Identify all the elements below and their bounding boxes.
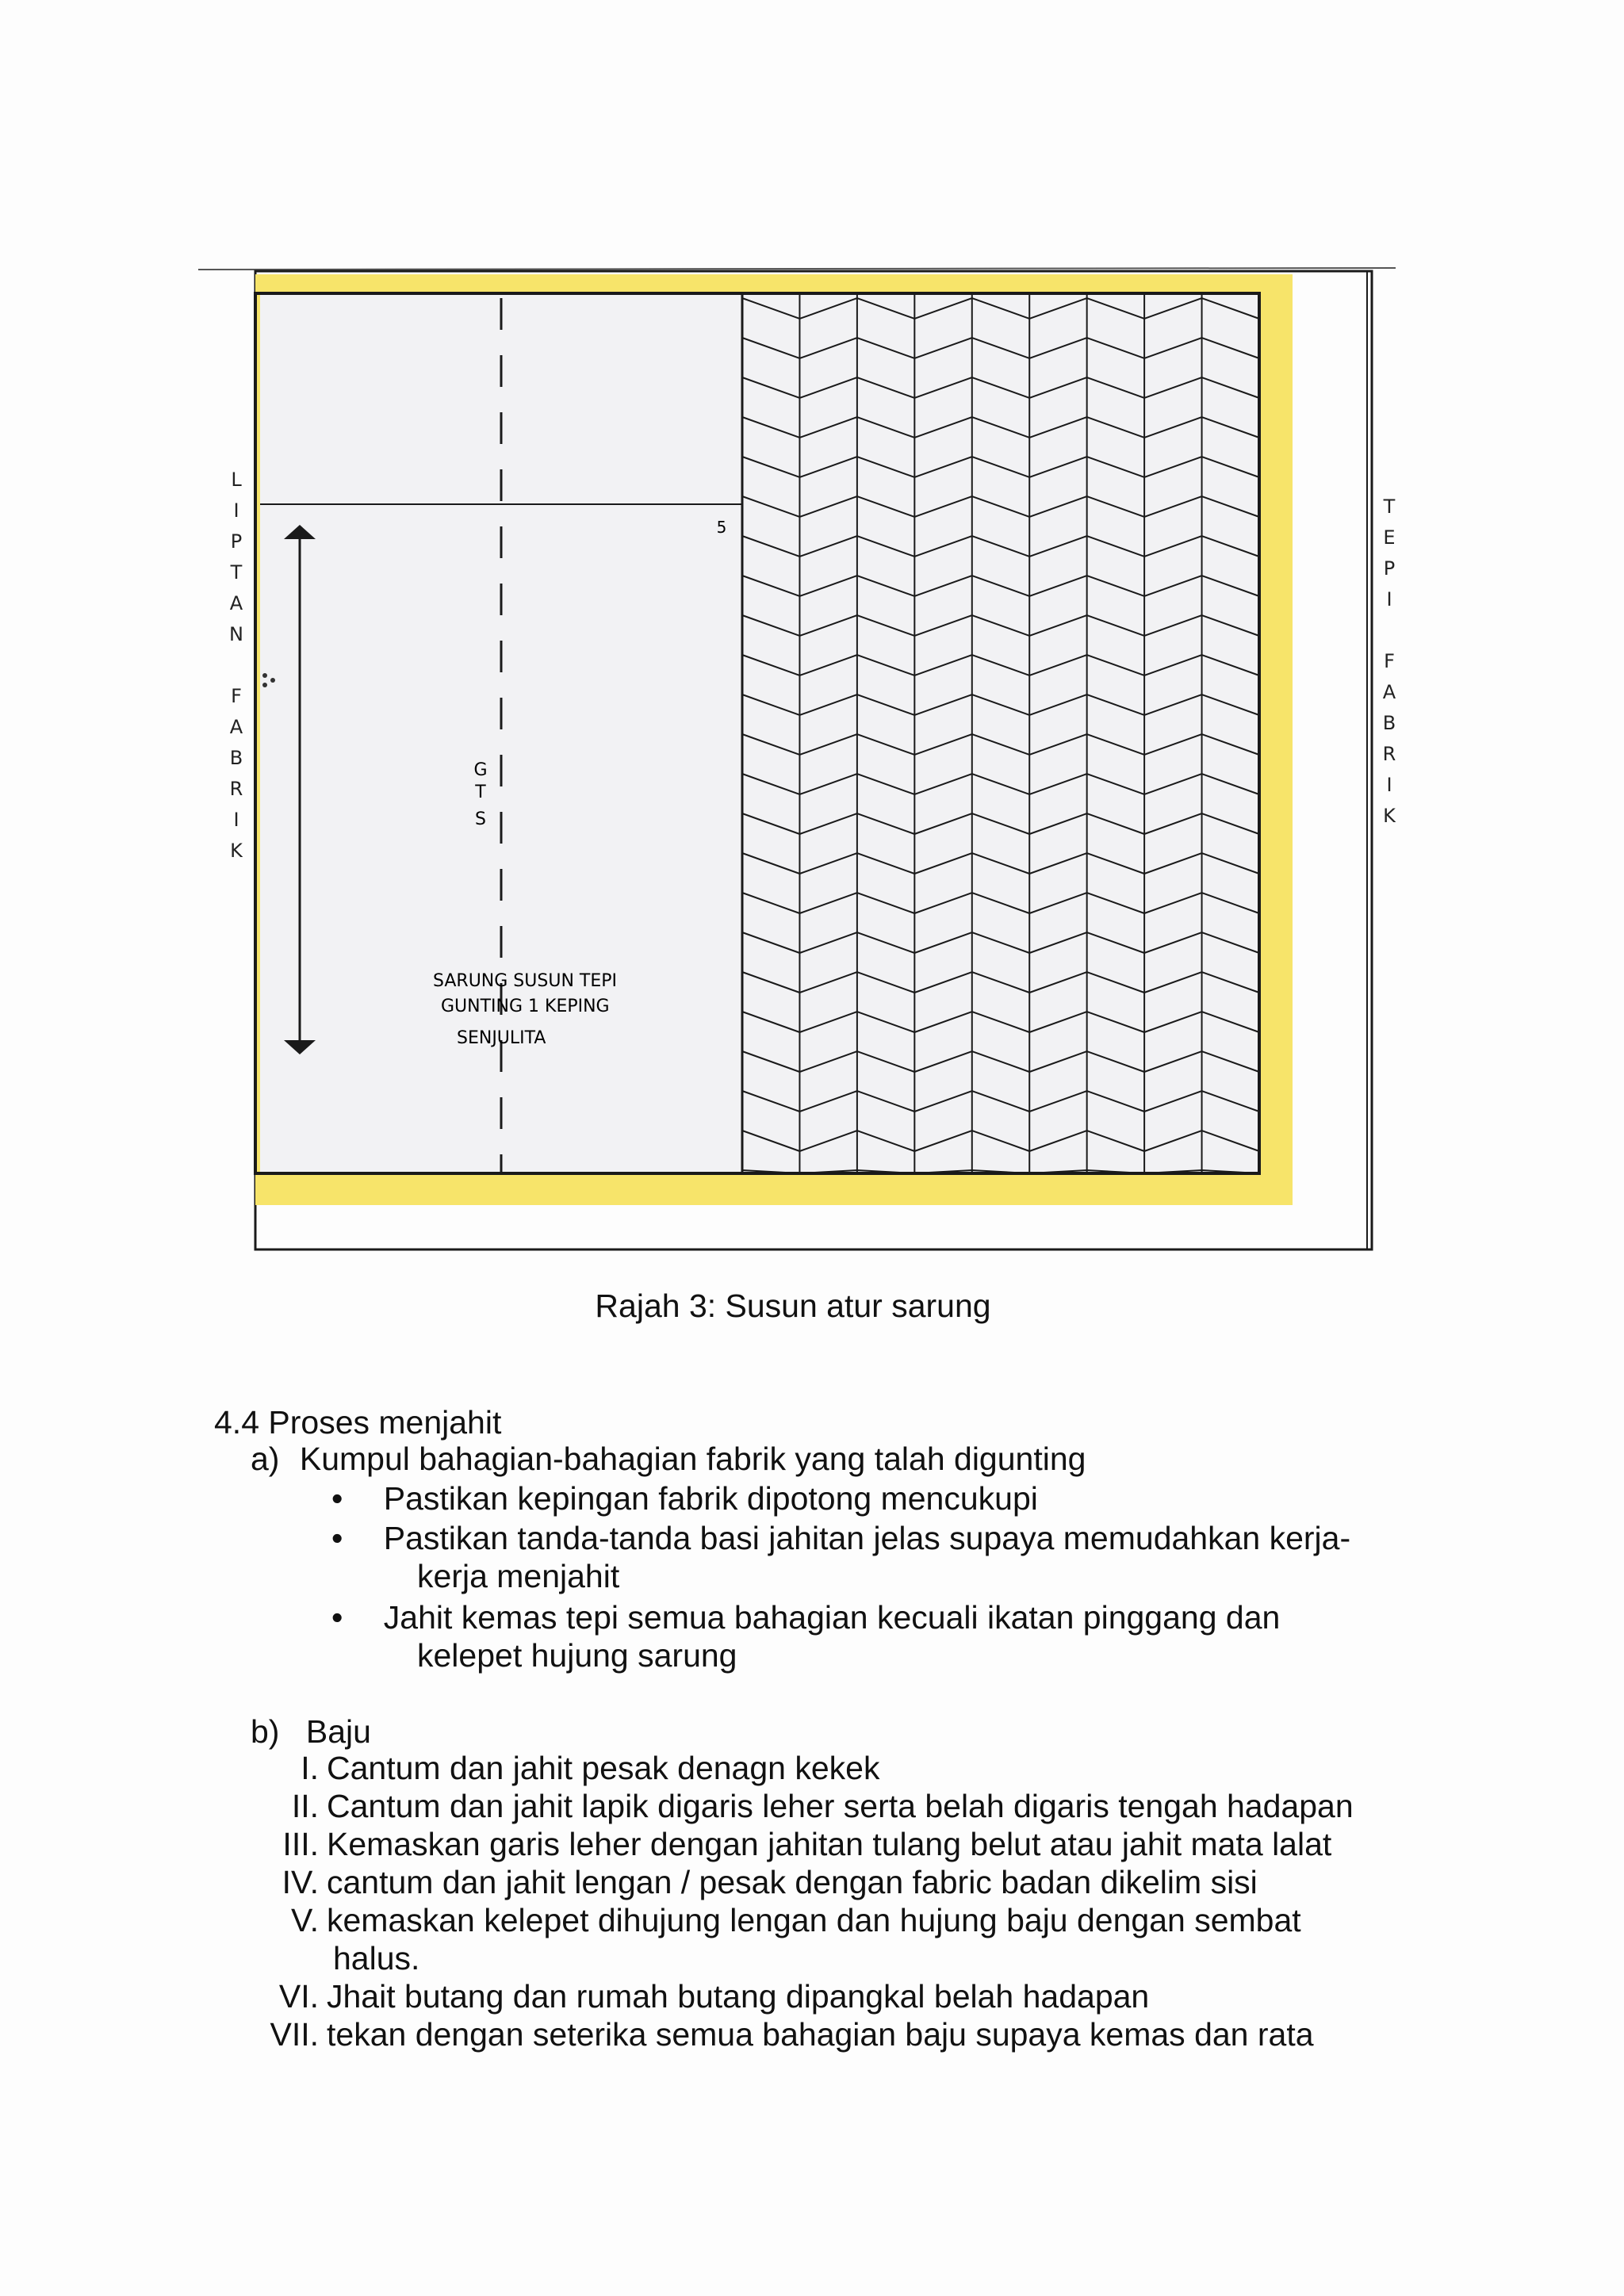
fold-letter: F bbox=[231, 685, 242, 707]
bullet-text: Pastikan tanda-tanda basi jahitan jelas supaya memudahkan kerja- bbox=[383, 1520, 1351, 1556]
selvage-letter: A bbox=[1382, 681, 1396, 703]
bullet-item bbox=[331, 1519, 1350, 1557]
step-b-text: Baju bbox=[305, 1713, 371, 1750]
selvage-letter bbox=[1373, 615, 1405, 646]
figure-caption: Rajah 3: Susun atur sarung bbox=[595, 1288, 991, 1324]
item-text: Cantum dan jahit lapik digaris leher serta belah digaris tengah hadapan bbox=[327, 1788, 1354, 1824]
fold-letter: K bbox=[230, 840, 243, 862]
step-a-text: Kumpul bahagian-bahagian fabrik yang talah digunting bbox=[299, 1441, 1086, 1477]
fold-letter: R bbox=[229, 778, 243, 800]
bullet-continuation: kelepet hujung sarung bbox=[417, 1637, 737, 1674]
selvage-letter: P bbox=[1383, 557, 1396, 580]
top-border-line bbox=[198, 268, 1396, 270]
list-item bbox=[255, 1863, 1258, 1901]
piece-owner-text: SENJULITA bbox=[457, 1028, 546, 1048]
piece-number: 5 bbox=[716, 518, 727, 537]
dot-mark bbox=[262, 673, 267, 678]
selvage-letter: F bbox=[1384, 650, 1395, 672]
fold-letter: A bbox=[229, 716, 243, 738]
item-number: II. bbox=[291, 1788, 319, 1824]
grain-letter: S bbox=[475, 809, 486, 829]
selvage-letter: E bbox=[1383, 526, 1396, 549]
fold-letter: I bbox=[233, 499, 239, 522]
bullet-item bbox=[331, 1479, 1038, 1517]
step-b-heading bbox=[251, 1712, 371, 1751]
item-text: tekan dengan seterika semua bahagian baju supaya kemas dan rata bbox=[327, 2016, 1314, 2053]
fold-letter: P bbox=[230, 530, 243, 553]
item-text: Kemaskan garis leher dengan jahitan tulang belut atau jahit mata lalat bbox=[327, 1826, 1332, 1862]
list-item bbox=[255, 1901, 1301, 1939]
list-item bbox=[255, 1825, 1331, 1863]
list-item bbox=[255, 1977, 1149, 2015]
selvage-letter: R bbox=[1382, 743, 1396, 765]
item-number: VI. bbox=[278, 1978, 319, 2015]
item-text: Cantum dan jahit pesak denagn kekek bbox=[327, 1750, 880, 1786]
bullet-icon: • bbox=[331, 1520, 343, 1556]
bullet-icon: • bbox=[331, 1599, 343, 1636]
fold-letter: I bbox=[233, 809, 239, 831]
dot-mark bbox=[262, 683, 267, 687]
selvage-letter: I bbox=[1386, 774, 1392, 796]
selvage-letter: I bbox=[1386, 588, 1392, 610]
item-text: cantum dan jahit lengan / pesak dengan fabric badan dikelim sisi bbox=[327, 1864, 1258, 1900]
bullet-icon: • bbox=[331, 1480, 343, 1517]
fold-letter: L bbox=[231, 469, 242, 491]
bullet-text: Pastikan kepingan fabrik dipotong mencukupi bbox=[383, 1480, 1038, 1517]
grain-letter: T bbox=[475, 783, 486, 802]
item-number: VII. bbox=[270, 2016, 319, 2053]
fold-edge-label bbox=[220, 465, 252, 867]
bullet-item bbox=[331, 1598, 1280, 1636]
dot-mark bbox=[270, 678, 275, 683]
selvage-letter: T bbox=[1383, 496, 1396, 518]
fold-letter bbox=[220, 650, 252, 681]
selvage-edge-label bbox=[1373, 492, 1405, 832]
item-text: Jhait butang dan rumah butang dipangkal belah hadapan bbox=[327, 1978, 1150, 2015]
list-item bbox=[255, 2015, 1314, 2053]
list-item bbox=[255, 1749, 879, 1787]
bullet-text: Jahit kemas tepi semua bahagian kecuali ikatan pinggang dan bbox=[383, 1599, 1281, 1636]
item-number: I. bbox=[301, 1750, 319, 1786]
list-item bbox=[255, 1787, 1354, 1825]
section-title: 4.4 Proses menjahit bbox=[214, 1404, 502, 1441]
bullet-continuation: kerja menjahit bbox=[417, 1558, 620, 1594]
selvage-letter: K bbox=[1383, 805, 1396, 827]
grain-letter: G bbox=[473, 760, 488, 780]
step-b-marker: b) bbox=[251, 1713, 280, 1750]
item-number: IV. bbox=[282, 1864, 319, 1900]
item-number: V. bbox=[291, 1902, 319, 1938]
piece-name-text: SARUNG SUSUN TEPI bbox=[433, 971, 617, 991]
step-a-heading bbox=[251, 1440, 1086, 1478]
item-text: kemaskan kelepet dihujung lengan dan hujung baju dengan sembat bbox=[327, 1902, 1301, 1938]
fold-letter: N bbox=[229, 623, 243, 645]
piece-cut-text: GUNTING 1 KEPING bbox=[441, 997, 610, 1016]
selvage-letter: B bbox=[1382, 712, 1396, 734]
item-number: III. bbox=[282, 1826, 319, 1862]
fold-letter: A bbox=[229, 592, 243, 614]
fold-letter: B bbox=[229, 747, 243, 769]
step-a-marker: a) bbox=[251, 1441, 280, 1477]
list-item-continuation: halus. bbox=[333, 1940, 420, 1976]
fold-letter: T bbox=[230, 561, 243, 584]
